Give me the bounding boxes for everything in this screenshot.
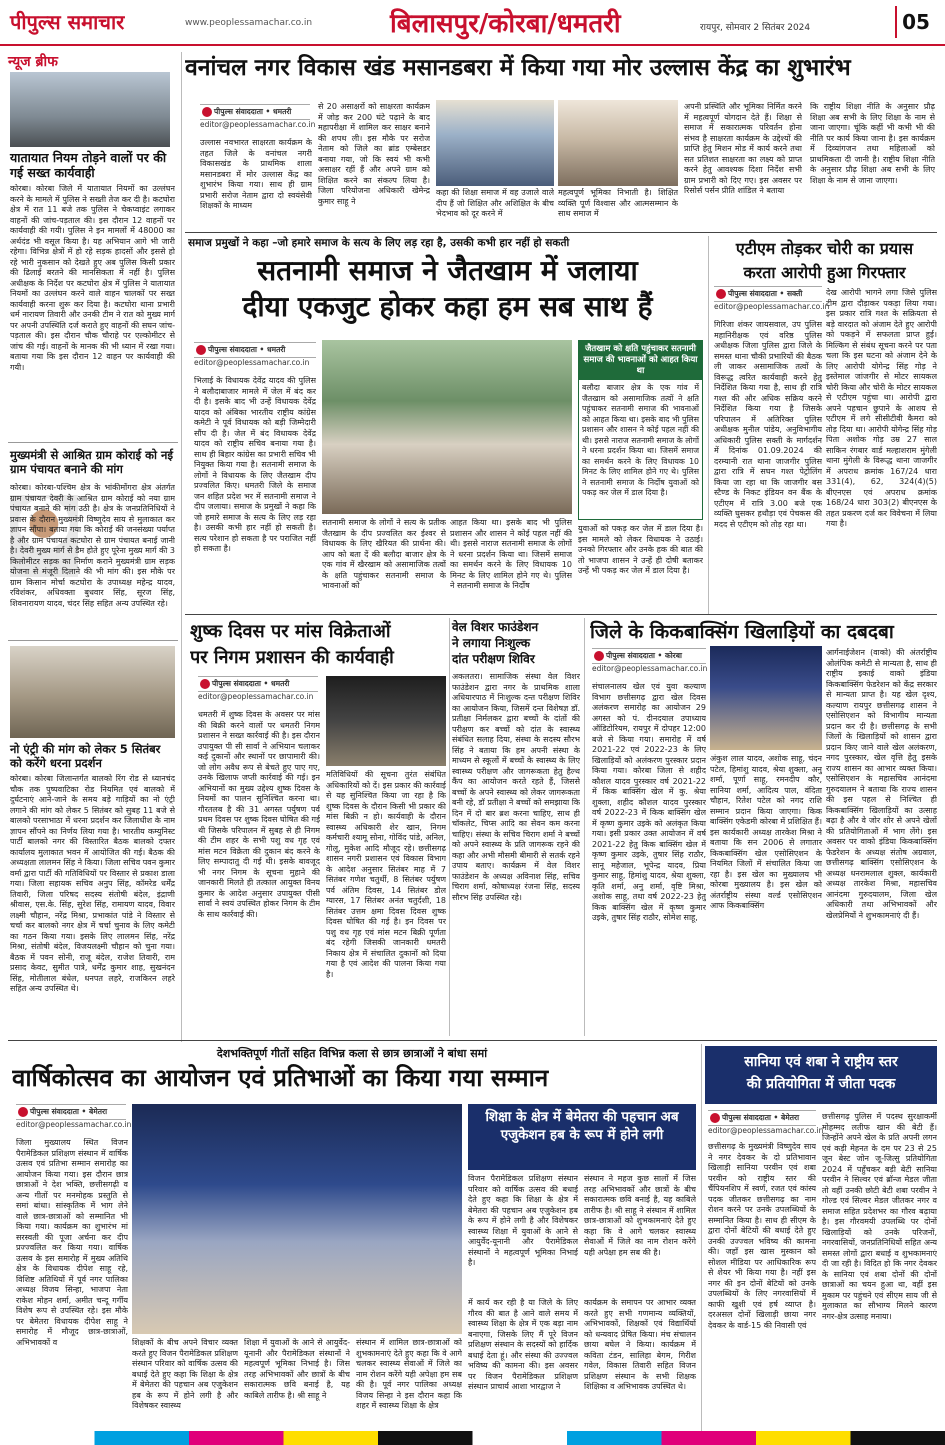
divider <box>185 614 937 615</box>
dental-headline-1: वेल विशर फाउंडेशन <box>452 620 539 634</box>
column-divider <box>708 236 709 614</box>
annual-blue-box <box>468 1104 696 1170</box>
brief1-photo <box>10 72 170 147</box>
email[interactable]: editor@peoplessamachar.co.in <box>16 1120 132 1129</box>
divider <box>185 232 937 233</box>
email[interactable]: editor@peoplessamachar.co.in <box>592 664 708 673</box>
brief3-headline: नो एंट्री की मांग को लेकर 5 सितंबर को करेंगे धरना प्रदर्शन <box>10 742 161 770</box>
brief3-body: कोरबा। कोरबा जिलान्तर्गत बालको रिंग रोड से ध्यानचंद चौक तक पुष्पवाटिका रोड नियमित एवं बालको में दुर्घटनाएं आने-जाने के समय बड़े गाड़ियों का नो एंट्री लगाने की मांग को लेकर 5 सितंबर को सुबह 11 बजे से बालको परसाभाठा में धरना प्रदर्शन कर जिलाधीश के नाम ज्ञापन सौंपने का निर्णय लिया गया है। भारतीय कम्युनिस्ट पार्टी बालको नगर की विस्तारित बैठक बालको दफ्तर कार्यालय मुलाकात भवन में आयोजित की गई। बैठक की अध्यक्षता लालमन सिंह ने किया। जिला सचिव पवन कुमार वर्मा द्वारा पार्टी की गतिविधियों पर विस्तार से प्रकाश डाला गया। जिला सहायक सचिव अनुप सिंह, कॉमरेड धर्मेंद्र तिवारी, जिला परिषद सदस्य संतोषी बंदेल, इंद्राणी श्रीवास, एस.के. सिंह, सुरेश सिंह, रामायण यादव, विवार लक्ष्मी चौहान, नरेंद्र मिश्रा, प्रभाकांत पांडे ने विस्तार से चर्चा कर बालको नगर क्षेत्र में चर्चा चुनाव के लिए कमेटी का गठन किया गया। इसके लिए लालमन सिंह, नरेंद्र मिश्रा, संतोषी बंदेल, विजयलक्ष्मी चौहान को चुना गया। बैठक में पवन सोनी, राजू बंदेल, राजेश तिवारी, राम प्रसाद केवट, सुमीत पात्रे, धर्मेंद्र कुमार शाह, सुखनंदन सिंह, मोतीलाल बंधेल, धनपत लहरे, राजकिरन लहरे सहित अन्य उपस्थित थे। <box>10 774 175 993</box>
atm-headline-2: करता आरोपी हुआ गिरफ्तार <box>743 263 906 282</box>
brief2-body: कोरबा। कोरबा-पश्चिम क्षेत्र के भांकीमोंगरा क्षेत्र अंतर्गत ग्राम पंचायत देवरी के आश्रित ग्राम कोराई को नया ग्राम पंचायत बनाने की मांग उठी है। क्षेत्र के जनप्रतिनिधियों ने प्रवास के दौरान मुख्यमंत्री विष्णुदेव साय से मुलाकात कर ज्ञापन सौंपा। बताया गया कि कोराई की जनसंख्या पर्याप्त है और ग्राम पंचायत कटघोरा से ग्राम पंचायत बनाई जानी है। देवरी मुख्य मार्ग से डैम होते हुए पूरेना मुख्य मार्ग की 3 किलोमीटर सड़क का निर्माण कराने मुख्यमंत्री ग्राम सड़क योजना से मंजूरी दिलाने की भी मांग की। इस मौके पर ग्राम किसान मोर्चा कटघोरा के उपाध्यक्ष महेन्द्र यादव, रविशंकर, अधिवक्ता बुधवार सिंह, सूरज सिंह, शिवनारायण यादव, चंदर सिंह सहित अन्य उपस्थित रहे। <box>10 483 175 608</box>
column-divider <box>181 52 182 1042</box>
top-byline: पीपुल्स संवाददाता • धमतरी editor@peoplessamachar.co.in <box>200 104 310 129</box>
kick-col2: अंकुश लाल यादव, अशोक साहू, चंदन पटेल, हिमांशु यादव, श्रेया शुक्ला, अनु शर्मा, पूर्णा साहू, रमनदीप कौर, सानिया शर्मा, आदित्य पाल, वंदिता चौहान, रितेश पटेल को नगद राशि सम्मान प्रदान किया जाएगा। किक बाक्सिंग एकेडमी कोरबा में प्रशिक्षित हैं। इस कार्यकारी अध्यक्ष तारकेश मिश्रा ने बताया कि सन 2006 से लगातार किकबाक्सिंग खेल एसोसिएशन के नियमित जिलों में संचालित किया जा रहा है। इस खेल का मुख्यालय भी कोरबा मुख्यालय है। इस खेल को अंतर्राष्ट्रीय संस्था वर्ल्ड एसोसिएशन आफ किकबाक्सिंग <box>710 754 822 910</box>
divider <box>8 442 178 443</box>
satnami-byline: पीपुल्स संवाददाता • धमतरी editor@peoplessamachar.co.in <box>194 342 316 367</box>
meat-photo <box>326 676 446 766</box>
kick-byline: पीपुल्स संवाददाता • कोरबा editor@peoplessamachar.co.in <box>592 648 706 673</box>
top-col5: अपनी प्रस्थिति और भूमिका निर्मित करने में महत्वपूर्ण योगदान देते हैं। शिक्षा से समाज में सकारात्मक परिवर्तन होना संभव है साक्षरता कार्यक्रम के उद्देश्यों की प्राप्ति हेतु मिशन मोड में कार्य करने तथा सत प्रतिशत साक्षरता का लक्ष्य को प्राप्त करने हेतु आवश्यक दिशा निर्देश सभी ग्राम प्रभारी को दिए गए। इस अवसर पर रिसोर्स पर्सन प्रीति शांडिल ने बताया <box>684 102 802 195</box>
sania-headline-1: सानिया एवं शबा ने राष्ट्रीय स्तर <box>744 1054 898 1070</box>
divider <box>8 640 178 641</box>
green-box-body: बलौदा बाजार क्षेत्र के एक गांव में जैतखाम को असामाजिक तत्वों ने क्षति पहुंचाकर सतनामी समाज की भावनाओं को आहत किया था। इसके बाद भी पुलिस प्रशासन और शासन ने कोई पहल नहीं की थी। इससे नाराज सतनामी समाज के लोगों ने धरना प्रदर्शन किया था। जिसमें समाज का समर्थन करने के लिए विधायक 10 मिनट के लिए शामिल होने गए थे। पुलिस ने सतनामी समाज के निर्दोष युवाओं को पकड़ कर जेल में डाल दिया है। <box>582 383 699 497</box>
dental-col1: अकलतरा। सामाजिक संस्था वेल विशर फाउंडेशन द्वारा नगर के प्राथमिक शाला अधियारपाठ में निःशुल्क दन्त परीक्षण शिविर का आयोजन किया, जिसमें दन्त विशेषज्ञ डॉ. प्रतीक्षा निर्मलकर द्वारा बच्चों के दांतों की परीक्षण कर बच्चों को दांत के स्वास्थ्य संबंधित सलाह दिया, संस्था के सदस्य सौरभ सिंह ने बताया कि हम अपनी संस्था के माध्यम से स्कूलों में बच्चों के स्वास्थ्य के लिए स्वास्थ्य परीक्षण और जागरूकता हेतु हैल्थ कैंप का आयोजन करते रहते हैं, जिससे बच्चों के अपने स्वास्थ्य को लेकर जागरूकता बनी रहे, डॉ प्रतीक्षा ने बच्चों को समझाया कि दिन में दो बार ब्रश करना चाहिए, साथ ही चॉकलेट, चिप्स आदि का सेवन कम करना चाहिए। संस्था के सचिव चिराग शर्मा ने बच्चों को अपने स्वास्थ्य के प्रति जागरूक रहने की कहा और अभी मौसमी बीमारी से सतर्क रहने उपाय बताए। कार्यक्रम में वेल विशर फाउंडेशन के अध्यक्ष अविनाश सिंह, सचिव चिराग शर्मा, कोषाध्यक्ष रंजना सिंह, सदस्य सौरभ सिंह उपस्थित रहे। <box>452 672 580 902</box>
annual-col1: जिला मुख्यालय स्थित विजन पैरामेडिकल प्रशिक्षण संस्थान में वार्षिक उत्सव एवं प्रतिभा सम्मान समारोह का आयोजन किया गया। इस दौरान छात्र छात्राओं ने देश भक्ति, छत्तीसगढ़ी व अन्य गीतों पर मनमोहक प्रस्तुति से समां बांधा। सांस्कृतिक में भाग लेने वाले छात्र-छात्राओं को सम्मानित भी किया गया। कार्यक्रम का शुभारंभ मां सरस्वती की पूजा अर्चना कर दीप प्रज्ज्वलित कर किया गया। वार्षिक उत्सव के इस समारोह में मुख्य अतिथि क्षेत्र के विधायक दीपेश साहू रहे, विशिष्ट अतिथियों में पूर्व नगर पालिका अध्यक्ष विजय सिन्हा, भाजपा नेता राकेश मोहन शर्मा, अमीत चन्दू गर्गीय विशेष रूप से उपस्थित रहे। इस मौके पर बेमेतरा विधायक दीपेश साहू ने समारोह में मौजूद छात्र-छात्राओं, अभिभावकों व <box>16 1138 128 1347</box>
annual-photo <box>132 1104 462 1334</box>
logo: पीपुल्स समाचार <box>10 10 125 34</box>
annual-col6: कार्यक्रम के समापन पर आभार व्यक्त करते हुए सभी गणमान्य व्यक्तियों, अभिभावकों, शिक्षकों एवं विद्यार्थियों को धन्यवाद प्रेषित किया। मंच संचालन छाया बघेल ने किया। कार्यक्रम में कविता टंडन, सालिहा बेगम, गिरीश गवेल, विकास तिवारी सहित विजन प्रशिक्षण संस्थान के सभी शिक्षक शिक्षिका व अभिभावक उपस्थित थे। <box>584 1298 696 1391</box>
annual-col2: शिक्षकों के बीच अपने विचार व्यक्त करते हुए विजन पैरामेडिकल प्रशिक्षण संस्थान परिवार को वार्षिक उत्सव की बधाई देते हुए कहा कि शिक्षा के क्षेत्र में बेमेतरा की पहचान अब एजुकेशन हब के रूप में होने लगी है और विशेषकर स्वास्थ्य <box>132 1338 238 1410</box>
satnami-col2: सतनामी समाज के लोगों ने सत्य के प्रतीक जैतखाम के दीप प्रज्वलित कर ईश्वर से विधायक के लिए खैरियत की प्रार्थना की। आप को बता दें की बलौदा बाजार क्षेत्र के एक गांव में खैरखाम को असामाजिक तत्वों के क्षति पहुंचाकर सतनामी समाज के भावनाओं को <box>322 518 446 590</box>
column-divider <box>449 618 450 1036</box>
top-col6: कि राष्ट्रीय शिक्षा नीति के अनुसार प्रौढ़ शिक्षा अब सभी के लिए शिक्षा के नाम से जाना जाएगा। चूंकि कहीं भी कभी भी की नीति पर कार्य किया जाना है। इस कार्यक्रम में दिव्यांगजन तथा महिलाओं को प्राथमिकता दी जानी है। राष्ट्रीय शिक्षा नीति के अनुसार प्रौढ़ शिक्षा अब सभी के लिए शिक्षा के नाम से जाना जाएगा। <box>810 102 935 185</box>
top-col4: महत्वपूर्ण भूमिका निभाती है। शिक्षित व्यक्ति पूर्ण विश्वास और आत्मसम्मान के साथ समाज में <box>558 188 678 218</box>
section-title: बिलासपुर/कोरबा/धमतरी <box>390 9 621 39</box>
sania-byline: पीपुल्स संवाददाता • बेमेतरा editor@peoplessamachar.co.in <box>708 1110 816 1135</box>
atm-byline: पीपुल्स संवाददाता • सक्ती editor@peoplessamachar.co.in <box>714 286 822 311</box>
page-number: 05 <box>895 6 935 38</box>
dental-headline-2: ने लगाया निःशुल्क <box>452 636 531 650</box>
satnami-col3: आहत किया था। इसके बाद भी पुलिस प्रशासन और शासन ने कोई पहल नहीं की थी। इससे नाराज सतनामी समाज के लोगों ने धरना प्रदर्शन किया था। जिसमें समाज का समर्थन करने के लिए विधायक 10 मिनट के लिए शामिल होने गए थे। पुलिस ने सतनामी समाज के निर्दोष <box>450 518 572 590</box>
annual-col5: में कार्य कर रही है या जिले के लिए गौरव की बात है आने वाले समय में स्वास्थ्य शिक्षा के क्षेत्र में एक बड़ा नाम बनाएगा, जिसके लिए मैं पूरे विजन प्रशिक्षण संस्थान के सदस्यों को हार्दिक बधाई देता हूं। और संस्था की उज्ज्वल भविष्य की कामना की। इस अवसर पर विजन पैरामेडिकल प्रशिक्षण संस्थान प्राचार्य आशा भारद्वाज ने <box>468 1298 578 1391</box>
sania-col1: छत्तीसगढ़ के मुख्यमंत्री विष्णुदेव साय ने नगर देवकर के दो प्रतिभावान खिलाड़ी सानिया परवीन एवं शबा परवीन को राष्ट्रीय स्तर की चैंपियनशिप में स्वर्ण, रजत एवं कांस्य पदक जीतकर छत्तीसगढ़ का नाम रोशन करने पर उनके उपलब्धियों के सम्मानित किया है। साथ ही सीएम के द्वारा दोनों बेटियों की बधाई देते हुए उनकी उज्ज्वल भविष्य की कामना की। जहाँ इस खास मुस्कान को सोशल मीडिया पर आधिकारिक रूप से शेयर भी किया गया है। नहीं इस नगर की इन दोनों बेटियों को उनके उपलब्धियों के लिए नगरवासियों में काफी खुशी एवं हर्ष व्याप्त है। दरअसल दोनों खिलाड़ी छाया नगर देवकर के वार्ड-15 की निवासी एवं <box>708 1142 816 1330</box>
email[interactable]: editor@peoplessamachar.co.in <box>708 1126 824 1135</box>
column-divider <box>701 1044 702 1432</box>
sania-headline-2: की प्रतियोगिता में जीता पदक <box>746 1076 896 1092</box>
kick-photo <box>710 646 822 750</box>
website[interactable]: www.peoplessamachar.co.in <box>185 18 313 28</box>
annual-box-title: शिक्षा के क्षेत्र में बेमेतरा की पहचान अब एजुकेशन हब के रूप में होने लगी <box>485 1109 679 1143</box>
satnami-col4: युवाओं को पकड़ कर जेल में डाल दिया है। इस मामले को लेकर विधायक ने उठाई। उनको गिरफ्तार और उनके हक की बात की तो भाजपा शासन ने उन्हें ही दोषी बताकर उन्हें भी पकड़ कर जेल में डाल दिया है। <box>578 524 703 575</box>
atm-headline-1: एटीएम तोड़कर चोरी का प्रयास <box>735 239 914 258</box>
satnami-headline-2: दीया एकजुट होकर कहा हम सब साथ हैं <box>242 290 653 323</box>
masthead <box>0 0 945 46</box>
satnami-photo <box>322 340 572 514</box>
annual-kicker: देशभक्तिपूर्ण गीतों सहित विभिन्न कला से छात्र छात्राओं ने बांधा समां <box>216 1047 488 1060</box>
email[interactable]: editor@peoplessamachar.co.in <box>198 692 314 701</box>
email[interactable]: editor@peoplessamachar.co.in <box>200 120 316 129</box>
kick-col3: आर्गनाईजेशन (वाको) की अंतर्राष्ट्रीय ओलंपिक कमेटी से मान्यता है, साथ ही राष्ट्रीय इकाई वाको इंडिया किकबाक्सिंग फेडरेशन को केंद्र सरकार से मान्यता प्राप्त है। यह खेल दृश्य, कल्याण रायपुर छत्तीसगढ़ शासन ने एसोसिएशन को विभागीय मान्यता प्रदान कर दी है। छत्तीसगढ़ के सभी जिलों के खिलाड़ियों को शासन द्वारा प्रदान किए जाने वाले खेल अलंकरण, नगद पुरस्कार, खेल वृत्ति हेतु इसके राज्य शासन का आभार व्यक्त किया। एसोसिएशन के महासचिव आनंदमा गुरुदयालम ने बताया कि राज्य शासन की इस पहल से निश्चित ही किकबाक्सिंग खिलाड़ियों का उत्साह बढ़ा है और वे जोर शोर से अपने खेलों की प्रतियोगिताओं में भाग लेंगे। इस अवसर पर वाको इंडिया किकबाक्सिंग फेडरेशन के अध्यक्ष संतोष अग्रवाल, छत्तीसगढ़ बाक्सिंग एसोसिएशन के अध्यक्ष धनरामलाल शुक्ल, कार्यकारी अध्यक्ष तारकेश मिश्रा, महासचिव आनंदमा गुरुदयालम, जिला खेल अधिकारी तथा अभिभावकों और खेलप्रेमियों ने शुभकामनाएं दी हैं। <box>826 648 937 920</box>
dateline: रायपुर, सोमवार 2 सितंबर 2024 <box>700 23 811 33</box>
top-photo1 <box>436 100 554 186</box>
meat-headline-1: शुष्क दिवस पर मांस विक्रेताओं <box>190 621 391 642</box>
dental-headline-3: दांत परीक्षण शिविर <box>452 652 535 666</box>
top-col2: से 20 असाक्षरों को साक्षरता कार्यक्रम में जोड़ कर 200 घंटे पढ़ाने के बाद महापरीक्षा में शामिल कर साक्षर बनाने की शपथ ली। इस मौके पर सरोज नेताम को जिले का ब्रांड एम्बेसडर बनाया गया, जो कि स्वयं भी कभी असाक्षर रहीं हैं और अपने ग्राम को शिक्षित करने का संकल्प लिया है। जिला परियोजना अधिकारी खेमेन्द्र कुमार साहू ने <box>318 102 430 206</box>
brief3-photo <box>10 646 175 738</box>
meat-col1: धमतरी में शुष्क दिवस के अवसर पर मांस की बिक्री करने वालों पर धमतरी निगम प्रशासन ने सख्त कार्रवाई की है। इस दौरान उपायुक्त पी सी सार्वा ने अभियान चलाकर कई दुकानों और स्थानों पर छापामारी की। जो लोग अवैध रूप से बेचते हुए पाए गए, उनके खिलाफ जप्ती कार्रवाई की गई। इन अभियानों का मुख्य उद्देश्य शुष्क दिवस के नियमों का पालन सुनिश्चित करना था। गौरतलब है की 31 अगस्त पर्युषण पर्व प्रथम दिवस पर शुष्क दिवस घोषित की गई थी जिसके परिपालन में सुबह से ही निगम की टीम शहर के सभी पशु वध गृह एवं मांस मटन विक्रेता की दुकान बंद करने के लिए सम्पादातु दी गई थी। इसके बावजूद भी नगर निगम के सूचना मुहाने की जानकारी मिलते ही तत्काल आयुक्त विनय कुमार के आदेश अनुसार उपायुक्त पीसी सार्वा ने स्वयं उपस्थित होकर निगम के टीम के साथ कार्रवाई की। <box>198 710 320 919</box>
brief2-headline: मुख्यमंत्री से आश्रित ग्राम कोराई को नई ग्राम पंचायत बनाने की मांग <box>10 448 174 476</box>
atm-col1: गिरिजा शंकर जायसवाल, उप पुलिस महानिरीक्षक एवं वरिष्ठ पुलिस अधीक्षक जिला पुलिस द्वारा जिले के समस्त थाना चौकी प्रभारियों की बैठक ली जाकर असामाजिक तत्वों के विरूद्ध त्वरित कार्यवाही करने हेतु निर्देशित किया गया है, साथ ही रात्रि गश्त की और अधिक सक्रिय करने निर्देशित किया गया है जिसके परिपालन में अतिरिक्त पुलिस अधीक्षक मुनील पांडेय, अनुविभागीय अधिकारी पुलिस सक्ती के मार्गदर्शन में दिनांक 01.09.2024 की दरम्यानी रात थाना जाजगीर पुलिस द्वारा रात्रि में सघन गश्त पेट्रोलिंग किया जा रहा था कि जाजगीर बस स्टैण्ड के निकट इंडियन वन बैंक के एटीएम में रात्रि 3.00 बजे एक व्यक्ति घुसकर हथौड़ा एवं पेचकस की मदद से एटीएम को तोड़ रहा था। <box>714 320 822 529</box>
news-brief-label: न्यूज ब्रीफ <box>8 54 58 70</box>
meat-byline: पीपुल्स संवाददाता • धमतरी editor@peoplessamachar.co.in <box>198 676 318 701</box>
divider <box>8 1040 937 1041</box>
green-box-title: जैतखाम को क्षति पहुंचाकर सतनामी समाज की भावनाओं को आहत किया था <box>579 341 702 380</box>
top-headline: वनांचल नगर विकास खंड मसानडबरा में किया गया मोर उल्लास केंद्र का शुभारंभ <box>185 55 851 81</box>
satnami-col1: भिलाई के विधायक देवेंद्र यादव की पुलिस ने बलौदाबाजार मामले में जेल में बंद कर दी है। इसके बाद भी उन्हें विधायक देवेंद्र यादव को अंबिका भारतीय राष्ट्रीय कांग्रेस कमेटी ने पूर्व विधायक को बड़ी जिम्मेदारी सौंप दी है। जेल में बंद विधायक देवेंद्र यादव को राष्ट्रीय सचिव बनाया गया है। साथ ही बिहार कांग्रेस का प्रभारी सचिव भी नियुक्त किया गया है। सतनामी समाज के लोगों ने विधायक के लिए जैतखाम दीप प्रज्वलित किए। धमतरी जिले के समाज जन शहित प्रदेश भर में सतनामी समाज ने दीप जलाया। समाज के प्रमुखों ने कहा कि जो हमारे समाज के सत्य के लिए लड़ रहा है। उसकी कभी हार नहीं हो सकती है। सत्य परेशान हो सकता है पर पराजित नहीं हो सकता है। <box>194 376 316 553</box>
brief1-body: कोरबा। कोरबा जिले में यातायात नियमों का उल्लंघन करने के मामले में पुलिस ने सख्ती तेज कर दी है। कटघोरा क्षेत्र में रात 11 बजे तक पुलिस ने चेकप्वाइंट लगाकर वाहनों की जांच-पड़ताल की। इस दौरान 12 वाहनों पर कार्यवाही की गयी। पुलिस ने इन मामलों में 48000 का अर्थदंड भी वसूल किया है। यह अभियान आगे भी जारी रहेगा। विभिन्न क्षेत्रों में हो रहे सड़क हादसों और इससे हो रहे भारी नुकसान को देखते हुए अब पुलिस किसी प्रकार की ढिलाई बरतने की मानसिकता में नहीं है। पुलिस अधीक्षक के निर्देश पर कटघोरा क्षेत्र में पुलिस ने यातायात नियमों का उल्लंघन करने वाले वाहन चालकों पर सख्त कार्यवाही करना शुरू कर दिया है। कटघोरा थाना प्रभारी धर्म नारायण तिवारी और उनकी टीम ने रात को मुख्य मार्ग पर अपनी उपस्थिति दर्ज कराते हुए वाहनों की सघन जांच-पड़ताल की। इस दौरान चौक चौराहे पर एल्कोमीटर से जांच की गई। वाहनों के मानक की भी ध्यान में रखा गया। बताया गया कि इस दौरान 12 वाहन पर कार्यवाही की गयी। <box>10 184 175 372</box>
annual-headline: वार्षिकोत्सव का आयोजन एवं प्रतिभाओं का किया गया सम्मान <box>12 1064 549 1092</box>
satnami-kicker: समाज प्रमुखों ने कहा –जो हमारे समाज के सत्य के लिए लड़ रहा है, उसकी कभी हार नहीं हो सकती <box>188 237 570 249</box>
atm-col2: देख आरोपी भागने लगा जिसे पुलिस टीम द्वारा दौड़ाकर पकड़ा लिया गया। इस प्रकार रात्रि गश्त के सक्रियता से बड़े वारदात को अंजाम देते हुए आरोपी को पकड़ने में सफलता प्राप्त हुई। मिल्किग से संबंध सूचना करने पर पता चला कि इस घटना को अंजाम देने के लिए आरोपी योगेन्द्र सिंह गोड़ ने इस्तेमाल जांजगीर से मोटर सायकल चोरी किया और चोरी के मोटर सायकल से एटीएम पहुंचा था। आरोपी द्वारा अपने पहचान छुपाने के आशय से एटीएम में लगे सीसीटीवी कैमरा को तोड़ दिया था। आरोपी योगेन्द्र सिंह गोड़ पिता अशोक गोड़ उम्र 27 साल साकिन रंगबार वार्ड मल्हाशराम मुंगेली थाना मुंगेली के विरूद्ध थाना जाजगीर में अपराध क्रमांक 167/24 धारा 331(4), 62, 324(4)(5) बीएनएस एवं अपराध क्रमांक 168/24 धारा 303(2) बीएनएस के तहत प्रकरण दर्ज कर विवेचना में लिया गया है। <box>826 288 937 528</box>
email[interactable]: editor@peoplessamachar.co.in <box>194 358 310 367</box>
top-photo2 <box>558 100 678 186</box>
top-col3: कहा की शिक्षा समाज में वह उजाले वाले दीप हैं जो शिक्षित और अशिक्षित के बीच भेदभाव को दूर करने में <box>436 188 554 218</box>
column-divider <box>584 618 585 1036</box>
brief1-headline: यातायात नियम तोड़ने वालों पर की गई सख्त कार्यवाही <box>10 150 167 180</box>
top-col1: उल्लास नवभारत साक्षरता कार्यक्रम के तहत जिले के वनांचल नगरी विकासखंड के प्राथमिक शाला मसानडबरा में मोर उल्लास केंद्र का शुभारंभ किया गया। साथ ही ग्राम प्रभारी सरोज नेताम द्वारा दो स्वयंसेवी शिक्षकों के माध्यम <box>200 138 312 210</box>
annual-col3: शिक्षा में युवाओं के आने से आयुर्वेद-यूनानी और पैरामेडिकल संस्थानों ने महत्वपूर्ण भूमिका निभाई है। जिस तरह अभिभावकों और छात्रों के बीच सकारात्मक छवि बनाई है, यह काबिले तारीफ है। श्री साहू ने <box>244 1338 350 1400</box>
satnami-headline-1: सतनामी समाज ने जैतखाम में जलाया <box>257 254 638 287</box>
kick-col1: संचालनालय खेल एवं युवा कल्याण विभाग छत्तीसगढ़ द्वारा खेल दिवस अलंकरण समारोह का आयोजन 29 अगस्त को पं. दीनदयाल उपाध्याय ऑडिटोरियम, रायपुर में दोपहर 12:00 बजे से किया गया। समारोह में वर्ष 2021-22 एवं 2022-23 के लिए खिलाड़ियों को अलंकरण पुरस्कार प्रदान किया गया। कोरबा जिला से शहीद कौशल यादव पुरस्कार वर्ष 2021-22 में किक बाक्सिंग खेल में कु. श्रेया शुक्ला, शहीद कौशल यादव पुरस्कार वर्ष 2022-23 में किक बाक्सिंग खेल में कृष्ण कुमार उइके को अलंकृत किया गया। इसी प्रकार उक्त आयोजन में वर्ष 2021-22 हेतु किक बाक्सिंग खेल में कृष्ण कुमार उइके, तुषार सिंह राठौर, सानू महेजाल, भूपेन्द्र यादव, प्रिया कुमार साहू, हिमांशु यादव, श्रेया शुक्ला, कृति शर्मा, अनु शर्मा, वृष्टि मिश्रा, अशोक साहू, तथा वर्ष 2022-23 हेतु किक बाक्सिंग खेल में कृष्ण कुमार उइके, तुषार सिंह राठौर, सोमेश साहू, <box>592 682 706 922</box>
annual-col4: संस्थान में शामिल छात्र-छात्राओं को शुभकामनाएं देते हुए कहा कि वे आगे चलकर स्वास्थ्य सेवाओं में जिले का नाम रोशन करेंगे यही अपेक्षा हम सब की है। पूर्व नगर पालिका अध्यक्ष विजय सिन्हा ने इस दौरान कहा कि शहर में स्वास्थ्य शिक्षा के क्षेत्र <box>356 1338 462 1410</box>
meat-col2: मतिविधियों की सूचना तुरंत संबंधित अधिकारियों को दें। इस प्रकार की कार्रवाई से यह सुनिश्चित किया जा रहा है कि शुष्क दिवस के दौरान किसी भी प्रकार की मांस बिक्री न हो। कार्यवाही के दौरान स्वास्थ्य अधिकारी शेर खान, निगम कर्मचारी श्यामू सोना, गोविंद पांडे, अनिल, गोलू, मुकेश आदि मौजूद रहे। छत्तीसगढ़ शासन नगरी प्रशासन एवं विकास विभाग के आदेश अनुसार सितंबर माह में 7 सितंबर गणेश चतुर्थी, 8 सितंबर पर्युषण पर्व अंतिम दिवस, 14 सितंबर डोल ग्यारस, 17 सितंबर अनंत चतुर्दशी, 18 सितंबर उत्तम क्षमा दिवस दिवस शुष्क दिवस घोषित की गई है। इन दिवस पर पशु वध गृह एवं मांस मटन बिक्री पूर्णता बंद रहेगी जिसकी जानकारी धमतरी निकाय क्षेत्र में संचालित दुकानों को दिया गया है एवं आदेश की पालना किया गया है। <box>326 770 446 979</box>
annual-box-body: विजन पैरामेडिकल प्रशिक्षण संस्थान परिवार को वार्षिक उत्सव की बधाई देते हुए कहा कि शिक्षा के क्षेत्र में बेमेतरा की पहचान अब एजुकेशन हब के रूप में होने लगी है और विशेषकर स्वास्थ्य शिक्षा में युवाओं के आने से आयुर्वेद-यूनानी और पैरामेडिकल संस्थानों ने महत्वपूर्ण भूमिका निभाई है। <box>468 1174 578 1267</box>
meat-headline-2: पर निगम प्रशासन की कार्यवाही <box>190 647 394 668</box>
annual-byline: पीपुल्स संवाददाता • बेमेतरा editor@peoplessamachar.co.in <box>16 1104 126 1129</box>
annual-box-col2: संस्थान ने महज कुछ सालों में जिस तरह अभिभावकों और छात्रों के बीच सकारात्मक छवि बनाई है, यह काबिले तारीफ है। श्री साहू ने संस्थान में शामिल छात्र-छात्राओं को शुभकामनाएं देते हुए कहा कि वे आगे चलकर स्वास्थ्य सेवाओं में जिले का नाम रोशन करेंगे यही अपेक्षा हम सब की है। <box>584 1174 696 1257</box>
email[interactable]: editor@peoplessamachar.co.in <box>714 302 830 311</box>
sania-headline-box <box>705 1046 937 1104</box>
sania-col2: छत्तीसगढ़ पुलिस में पदस्थ सुरक्षाकर्मी मोहम्मद लतीफ खान की बेटी हैं। जिन्होंने अपने खेल के प्रति अपनी लगन एवं कड़ी मेहनत के दम पर 23 से 25 जून बेस्ट जोन जू-जित्सु प्रतियोगिता 2024 में पहुँचकर बड़ी बेटी सानिया परवीन ने सिल्वर एवं ब्रॉन्ज मेडल जीता तो वहीं उनकी छोटी बेटी शबा परवीन ने गोल्ड एवं सिल्वर मेडल जीतकर नगर व समाज सहित प्रदेशभर का गौरव बढ़ाया है। इस गौरवमयी उपलब्धि पर दोनों खिलाड़ियों को उनके परिजनों, नगरवासियों, जनप्रतिनिधियों सहित अन्य समस्त लोगों द्वारा बधाई व शुभकामनाएं दी जा रही है। विदित हो कि नगर देवकर के सानिया एवं शबा दोनों की दोनों छात्राओं का चयन हुआ था, वहीं इस मुकाम पर पहुंचने एवं सीएम साय जी से मुलाकात का सौभाग्य मिलने कारण नगर-क्षेत्र उत्साह मनाया। <box>822 1112 937 1321</box>
kick-headline: जिले के किकबाक्सिंग खिलाड़ियों का दबदबा <box>590 621 894 643</box>
registration-strip <box>0 1431 945 1445</box>
satnami-green-box <box>578 340 703 520</box>
